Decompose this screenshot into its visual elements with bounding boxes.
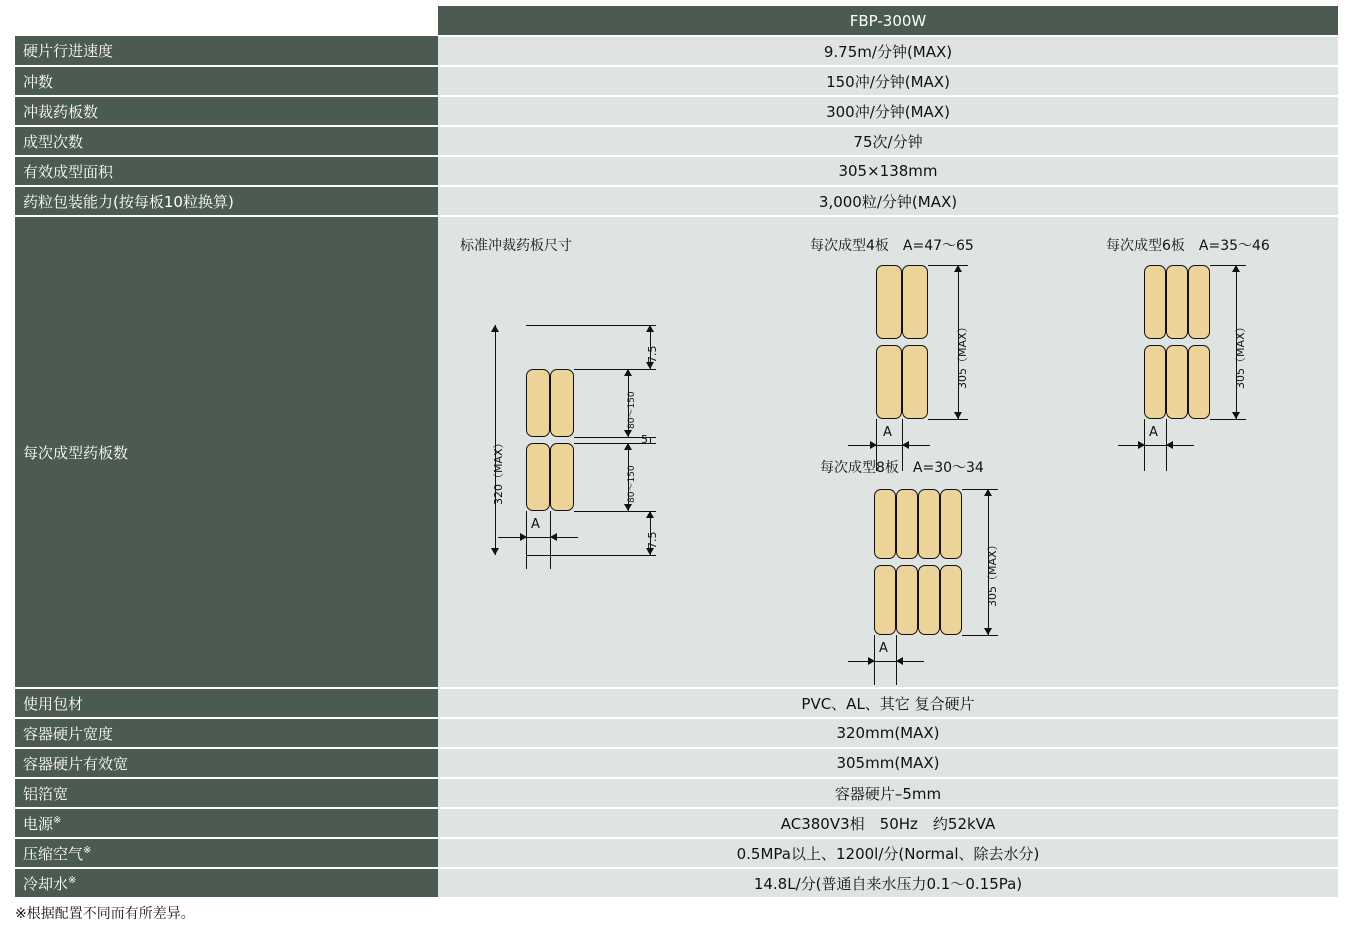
table-row	[15, 156, 1338, 186]
row-value: 320mm(MAX)	[438, 718, 1338, 748]
arrow-down-icon	[1232, 412, 1240, 419]
dim-bottom-margin: 7.5	[646, 531, 659, 549]
extension-line	[574, 511, 656, 512]
table-row	[15, 778, 1338, 808]
blister-tab	[902, 345, 928, 419]
dim-gap: 5	[641, 433, 648, 446]
row-label	[15, 748, 438, 778]
row-label-text: 使用包材	[23, 694, 84, 713]
dim-height-eight: 305（MAX）	[986, 539, 999, 607]
blister-tab	[1166, 265, 1188, 339]
blister-tab	[902, 265, 928, 339]
extension-line	[574, 369, 656, 370]
row-label-text: 冷却水	[23, 874, 69, 893]
arrow-down-icon	[984, 628, 992, 635]
row-label	[15, 688, 438, 718]
table-row	[15, 868, 1338, 898]
arrow-up-icon	[624, 369, 632, 376]
dimension-line	[650, 437, 651, 443]
dimension-line	[498, 537, 578, 538]
diagram-cell	[438, 216, 1338, 688]
table-row-diagrams	[15, 216, 1338, 688]
blister-tab	[874, 565, 896, 635]
blister-tab	[940, 489, 962, 559]
header-model-cell: FBP-300W	[438, 6, 1338, 36]
spec-table	[15, 6, 1338, 899]
footnote: ※根据配置不同而有所差异。	[15, 906, 195, 922]
blister-tab	[940, 565, 962, 635]
extension-line	[526, 325, 656, 326]
table-row	[15, 126, 1338, 156]
extension-line	[962, 489, 998, 490]
dim-height-four: 305（MAX）	[956, 321, 969, 389]
dimension-line	[848, 445, 930, 446]
row-label-text: 电源	[23, 814, 54, 833]
diagram-title-eight: 每次成型8板 A=30～34	[820, 460, 984, 476]
blister-tab	[550, 443, 574, 511]
row-value: 150冲/分钟(MAX)	[438, 66, 1338, 96]
row-label-mark: ※	[83, 844, 92, 856]
blister-tab	[550, 369, 574, 437]
arrow-up-icon	[646, 511, 654, 518]
extension-line	[1210, 419, 1246, 420]
dim-total-height: 320（MAX）	[492, 437, 505, 505]
row-value: 300冲/分钟(MAX)	[438, 96, 1338, 126]
arrow-left-icon	[902, 441, 909, 449]
blister-tab	[1188, 265, 1210, 339]
arrow-up-icon	[984, 489, 992, 496]
blister-tab	[1188, 345, 1210, 419]
dim-a-four: A	[883, 425, 892, 440]
arrow-down-icon	[624, 504, 632, 511]
table-row	[15, 66, 1338, 96]
arrow-down-icon	[624, 430, 632, 437]
row-value: 75次/分钟	[438, 126, 1338, 156]
blister-tab	[874, 489, 896, 559]
blister-tab	[896, 489, 918, 559]
diagram-title-six: 每次成型6板 A=35～46	[1106, 238, 1270, 254]
arrow-right-icon	[870, 441, 877, 449]
blister-tab	[526, 443, 550, 511]
arrow-left-icon	[1166, 441, 1173, 449]
arrow-up-icon	[954, 265, 962, 272]
blister-tab	[526, 369, 550, 437]
blister-tab	[1144, 345, 1166, 419]
row-label: 冲裁药板数	[15, 96, 438, 126]
extension-line	[928, 419, 968, 420]
row-label: 药粒包装能力(按每板10粒换算)	[15, 186, 438, 216]
dim-a-standard: A	[531, 517, 540, 532]
arrow-left-icon	[550, 533, 557, 541]
row-label: 有效成型面积	[15, 156, 438, 186]
arrow-down-icon	[646, 362, 654, 369]
diagram-title-four: 每次成型4板 A=47～65	[810, 238, 974, 254]
row-label: 成型次数	[15, 126, 438, 156]
row-value: 3,000粒/分钟(MAX)	[438, 186, 1338, 216]
extension-line	[526, 555, 656, 556]
dimension-line	[1118, 445, 1194, 446]
arrow-right-icon	[1138, 441, 1145, 449]
table-row	[15, 36, 1338, 66]
row-value: PVC、AL、其它 复合硬片	[438, 688, 1338, 718]
arrow-right-icon	[868, 657, 875, 665]
table-row	[15, 808, 1338, 838]
row-label	[15, 718, 438, 748]
table-header-row	[15, 6, 1338, 36]
table-row	[15, 718, 1338, 748]
extension-line	[928, 265, 968, 266]
blister-tab	[918, 489, 940, 559]
table-row	[15, 186, 1338, 216]
dim-top-margin: 7.5	[646, 345, 659, 363]
arrow-down-icon	[954, 412, 962, 419]
blister-tab	[918, 565, 940, 635]
table-row	[15, 838, 1338, 868]
row-label: 冲数	[15, 66, 438, 96]
row-label-mark: ※	[68, 874, 77, 886]
row-value: 容器硬片–5mm	[438, 778, 1338, 808]
arrow-down-icon	[646, 548, 654, 555]
table-row	[15, 748, 1338, 778]
arrow-left-icon	[896, 657, 903, 665]
row-value: AC380V3相 50Hz 约52kVA	[438, 808, 1338, 838]
extension-line	[962, 635, 998, 636]
table-row	[15, 688, 1338, 718]
arrow-up-icon	[491, 325, 499, 332]
row-label-text: 铝箔宽	[23, 784, 69, 803]
dim-tab-height-1: 80～150	[627, 391, 637, 429]
arrow-up-icon	[624, 443, 632, 450]
row-value: 305×138mm	[438, 156, 1338, 186]
diagram-area	[438, 217, 1338, 687]
row-label	[15, 808, 438, 838]
arrow-up-icon	[646, 325, 654, 332]
row-value: 9.75m/分钟(MAX)	[438, 36, 1338, 66]
arrow-down-icon	[491, 548, 499, 555]
extension-line	[1210, 265, 1246, 266]
row-label: 每次成型药板数	[15, 216, 438, 688]
row-label-text: 压缩空气	[23, 844, 84, 863]
header-blank-cell	[15, 6, 438, 36]
spec-sheet	[0, 6, 1354, 931]
row-label	[15, 838, 438, 868]
dim-a-six: A	[1149, 425, 1158, 440]
row-label-mark: ※	[53, 814, 62, 826]
blister-tab	[876, 265, 902, 339]
dim-height-six: 305（MAX）	[1234, 321, 1247, 389]
dim-tab-height-2: 80～150	[627, 465, 637, 503]
row-value: 305mm(MAX)	[438, 748, 1338, 778]
arrow-up-icon	[1232, 265, 1240, 272]
row-value: 0.5MPa以上、1200l/分(Normal、除去水分)	[438, 838, 1338, 868]
diagram-title-standard: 标准冲裁药板尺寸	[460, 238, 572, 254]
row-label	[15, 778, 438, 808]
arrow-right-icon	[520, 533, 527, 541]
dimension-line	[848, 661, 924, 662]
row-label-text: 容器硬片宽度	[23, 724, 114, 743]
blister-tab	[896, 565, 918, 635]
blister-tab	[1166, 345, 1188, 419]
row-label	[15, 868, 438, 898]
blister-tab	[1144, 265, 1166, 339]
dim-a-eight: A	[879, 641, 888, 656]
table-row	[15, 96, 1338, 126]
row-label-text: 容器硬片有效宽	[23, 754, 129, 773]
row-value: 14.8L/分(普通自来水压力0.1～0.15Pa)	[438, 868, 1338, 898]
blister-tab	[876, 345, 902, 419]
row-label: 硬片行进速度	[15, 36, 438, 66]
